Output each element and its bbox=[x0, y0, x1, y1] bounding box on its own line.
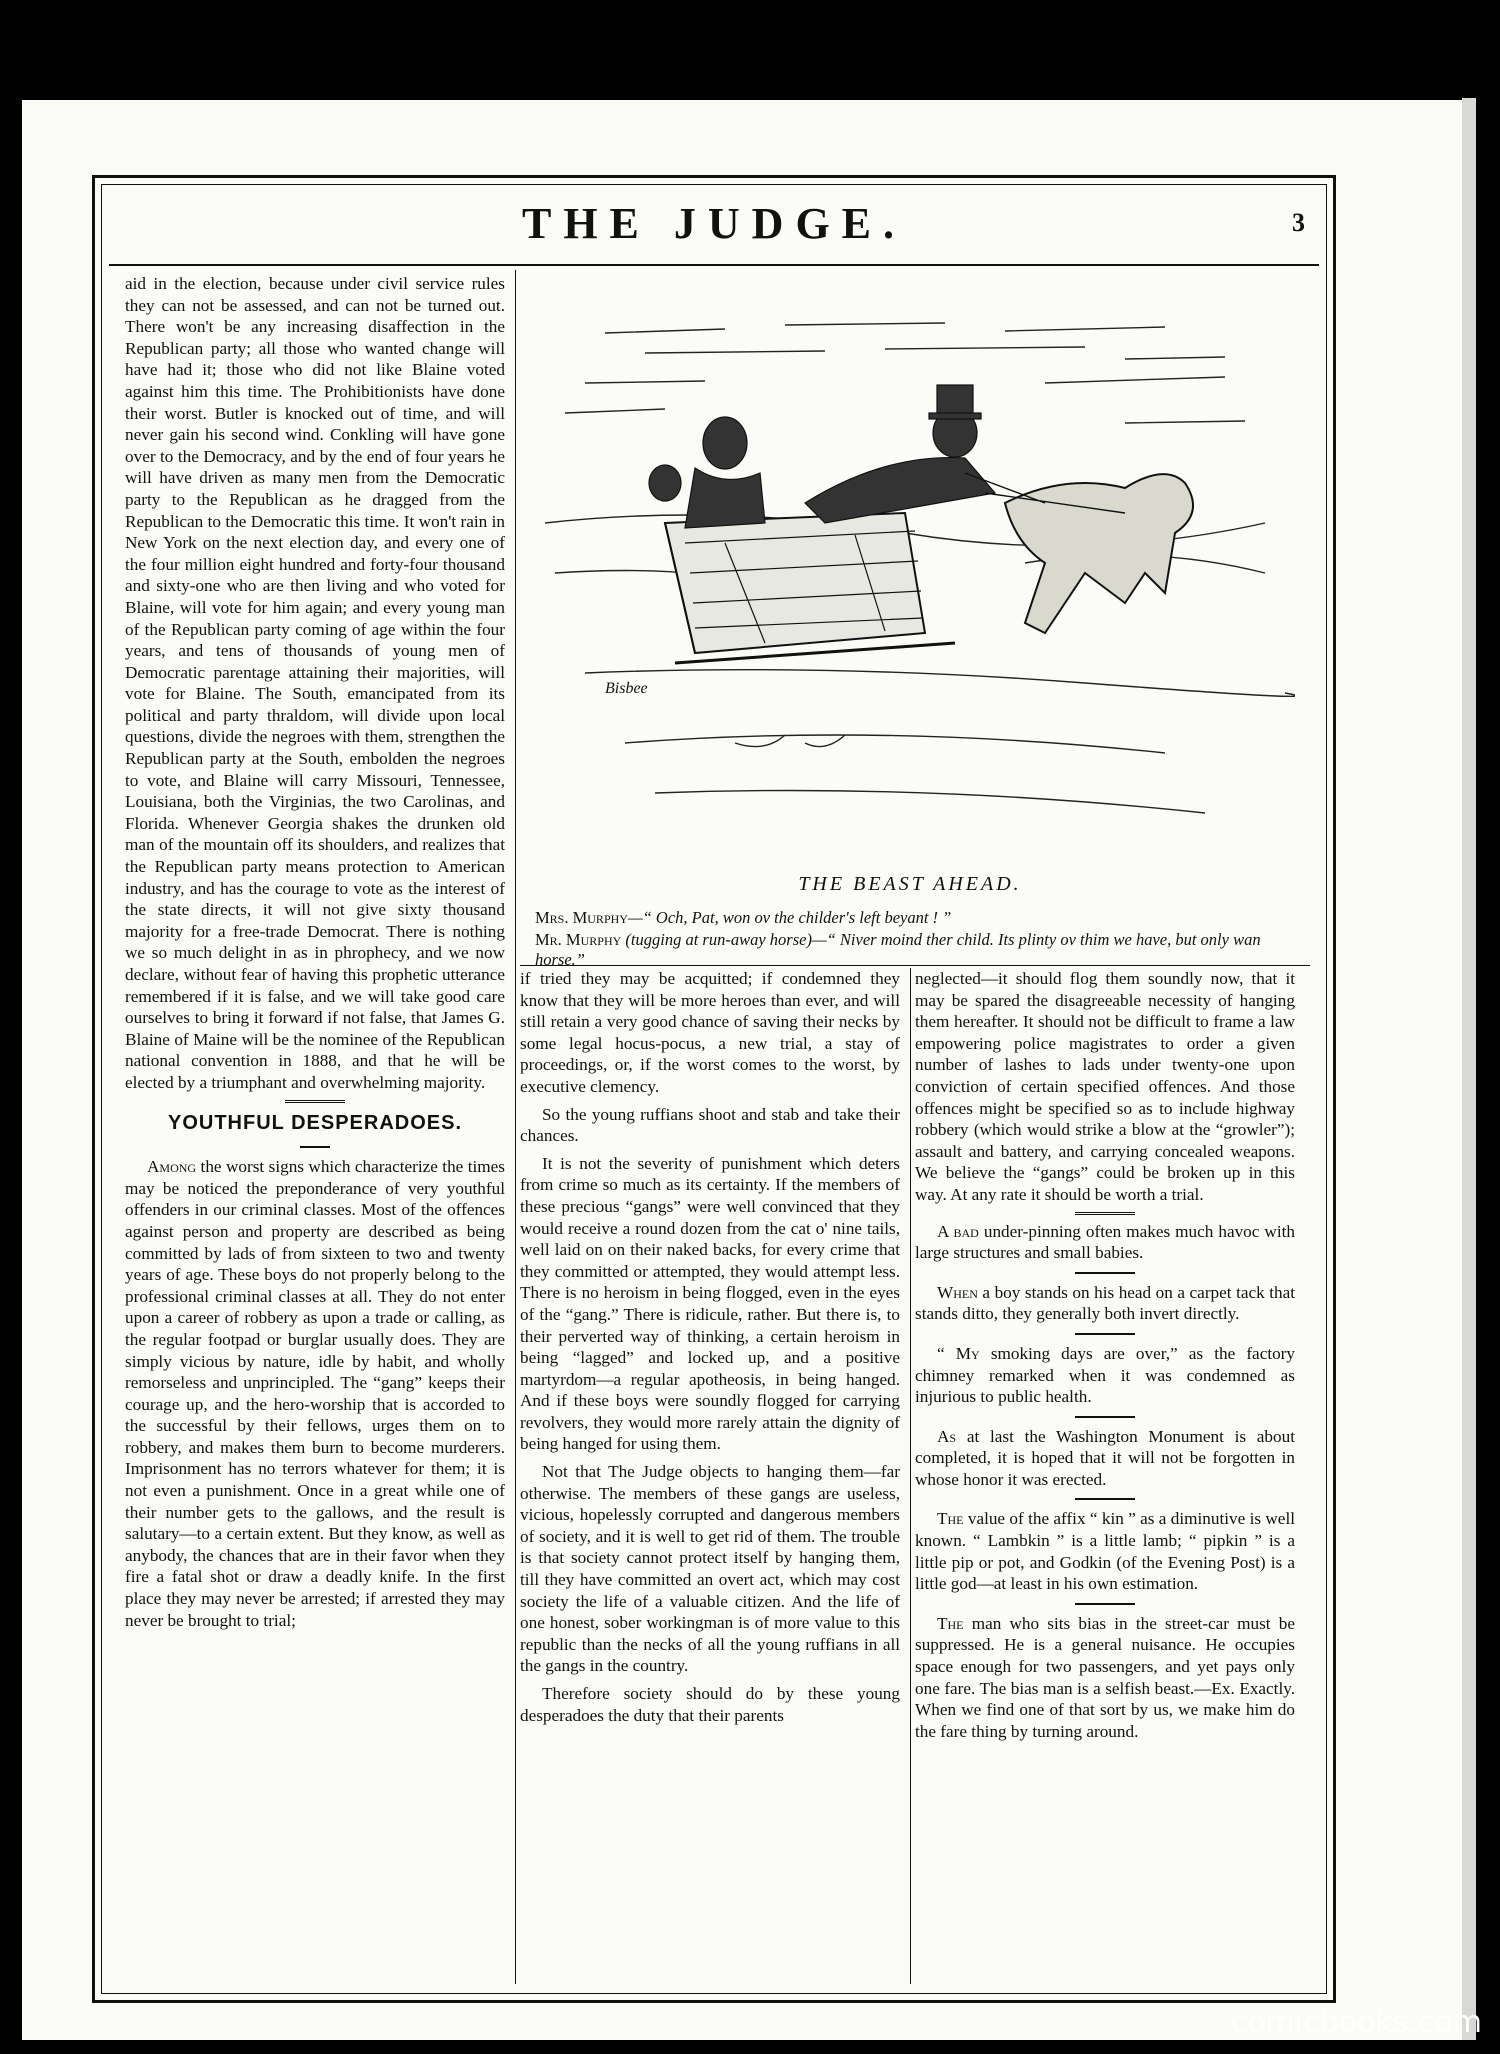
caption-line-1 bbox=[535, 908, 1295, 928]
caption-line-2 bbox=[535, 930, 1295, 970]
cartoon-title: THE BEAST AHEAD. bbox=[798, 873, 1022, 895]
squib-divider bbox=[1075, 1416, 1135, 1418]
squib: The man who sits bias in the street-car must be suppressed. He is a general nuisance. He occupies space enough for two passengers, and yet pays only one fare. The bias man is a selfish beast.—Ex. Exactly. When we find one of that sort by us, we make him do the fare thing by turning around. bbox=[915, 1613, 1295, 1741]
column-divider-1 bbox=[515, 270, 516, 1984]
squib-divider bbox=[1075, 1272, 1135, 1274]
masthead-rule bbox=[109, 264, 1319, 266]
column-2-paragraph: So the young ruffians shoot and stab and take their chances. bbox=[520, 1104, 900, 1146]
squib: When a boy stands on his head on a carpet tack that stands ditto, they generally both invert directly. bbox=[915, 1282, 1295, 1324]
squib-divider bbox=[1075, 1333, 1135, 1335]
caption-speaker-1: Mrs. Murphy bbox=[535, 908, 628, 927]
heading-divider bbox=[300, 1146, 330, 1148]
page-number: 3 bbox=[1292, 208, 1305, 237]
article-opening-paragraph bbox=[125, 1156, 505, 1631]
section-divider bbox=[285, 1100, 345, 1103]
squib-divider bbox=[1075, 1498, 1135, 1500]
article-opening-text: the worst signs which characterize the times may be noticed the preponderance of very youthful offenders in our criminal classes. Most of the offences against person and property are described as being committed by lads of from sixteen to two and twenty years of age. These boys do not properly belong to the professional criminal classes at all. They do not enter upon a career of robbery as upon a trade or calling, as the regular footpad or burglar usually does. They are simply vicious by nature, idle by habit, and wholly remorseless and unprincipled. The “gang” keeps their courage up, and the hero-worship that is accorded to the successful by their fellows, urges them on to robbery, and makes them burn to become murderers. Imprisonment has no terrors whatever for them; it is not even a punishment. Once in a great while one of their number gets to the gallows, and the result is salutary—to a certain extent. But they know, as well as anybody, the chances that are in their favor when they fire a fatal shot or draw a deadly knife. In the first place they may never be arrested; if arrested they may never be brought to trial; bbox=[125, 1157, 505, 1630]
column-3 bbox=[915, 968, 1295, 1748]
column-3-paragraph: neglected—it should flog them soundly now, that it may be spared the disagreeable necessity of hanging them hereafter. It should not be difficult to frame a law empowering police magistrates to order a given number of lashes to lads under twenty-one upon conviction of certain specified offences. And those offences might be specified so as to include highway robbery (which would strike a blow at the “growler”); assault and battery, and carrying concealed weapons. We believe the “gangs” could be broken up in this way. At any rate it should be worth a trial. bbox=[915, 969, 1295, 1204]
squib: “ My smoking days are over,” as the factory chimney remarked when it was condemned as injurious to public health. bbox=[915, 1343, 1296, 1407]
column-2-paragraph: Therefore society should do by these young desperadoes the duty that their parents bbox=[520, 1684, 900, 1725]
cartoon-illustration bbox=[525, 273, 1295, 853]
caption-text-2: (tugging at run-away horse)—“ Niver moind ther child. Its plinty ov thim we have, but only wan horse.” bbox=[535, 930, 1261, 969]
column-2-paragraph: It is not the severity of punishment which deters from crime so much as its certainty. If the members of these precious “gangs” were well convinced that they would receive a round dozen from the cat o' nine tails, well laid on on their naked backs, for every crime that they committed or attempted, they would attempt less. There is no heroism in being flogged, even in the eyes of the “gang.” There is ridicule, rather. But there is, to their perverted way of thinking, a certain heroism in being “lagged” and locked up, and a positive martyrdom—a regular apotheosis, in being hanged. And if these boys were soundly flogged for carrying revolvers, they would more rarely attain the dignity of being hanged for using them. bbox=[520, 1153, 900, 1454]
column-divider-2 bbox=[910, 968, 911, 1984]
squib: The value of the affix “ kin ” as a diminutive is well known. “ Lambkin ” is a little lamb; “ pipkin ” is a little pip or pot, and Godkin (of the Evening Post) is a little god—at least in his own estimation. bbox=[915, 1509, 1295, 1594]
cartoon-signature: Bisbee bbox=[605, 680, 648, 697]
squib: A bad under-pinning often makes much havoc with large structures and small babies. bbox=[915, 1221, 1295, 1263]
column-1-paragraph: aid in the election, because under civil service rules they can not be assessed, and can not be turned out. There won't be any increasing disaffection in the Republican party; all those who wanted change will have had it; those who did not like Blaine voted against him this time. The Prohibitionists have done their worst. Butler is knocked out of time, and will never gain his second wind. Conkling will have gone over to the Democracy, and by the end of four years he will have driven as many men from the Democratic party to the Republican as he dragged from the Republican to the Democratic this time. It won't rain in New York on the next election day, and every one of the four million eight hundred and forty-four thousand and sixty-one who are then living and who voted for Blaine, will vote for him again; and every young man of the Republican party coming of age within the four years, and tens of thousands of young men of Democratic parentage attaining their majorities, will vote for Blaine. The South, emancipated from its political and party thraldom, will divide upon local questions, divide the negroes with them, strengthen the Republican party at the South, embolden the negroes to vote, and Blaine will carry Missouri, Tennessee, Louisiana, both the Virginias, the two Carolinas, and Florida. Whenever Georgia shakes the drunken old man of the mountain off its shoulders, and realizes that the Republican party means protection to American industry, and has the courage to vote as the interest of the state directs, it will not give sixty thousand majority for a free-trade Democrat. There is nothing we so much delight in as in phrophecy, and we now declare, without fear of having this prophetic utterance remembered if it is false, and we will take good care ourselves to bring it forward if not false, that James G. Blaine of Maine will be the nominee of the Republican national convention in 1888, and that he will be elected by a triumphant and overwhelming majority. bbox=[125, 274, 505, 1092]
caption-speaker-2: Mr. Murphy bbox=[535, 930, 622, 949]
column-1 bbox=[125, 273, 505, 1637]
column-2-paragraph: if tried they may be acquitted; if condemned they know that they will be more heroes than ever, and will still retain a very good chance of saving their necks by some legal hocus-pocus, a new trial, a stay of proceedings, or, if the worst comes to the worst, by executive clemency. bbox=[520, 969, 900, 1096]
squib: As at last the Washington Monument is about completed, it is hoped that it will not be forgotten in whose honor it was erected. bbox=[915, 1426, 1295, 1489]
section-divider bbox=[1075, 1212, 1135, 1215]
masthead: THE JUDGE. bbox=[521, 199, 907, 248]
page-edge bbox=[1462, 98, 1476, 2040]
caption-text-1: —“ Och, Pat, won ov the childer's left beyant ! ” bbox=[627, 908, 952, 927]
article-heading: YOUTHFUL DESPERADOES. bbox=[168, 1111, 462, 1134]
article-lead-word: Among bbox=[147, 1157, 197, 1177]
cartoon-bottom-rule bbox=[520, 965, 1310, 966]
page-frame bbox=[92, 175, 1336, 2003]
site-watermark: comicbooks.com bbox=[1230, 2005, 1482, 2040]
squib-divider bbox=[1075, 1603, 1135, 1605]
column-2 bbox=[520, 968, 900, 1732]
column-2-paragraph: Not that The Judge objects to hanging them—far otherwise. The members of these gangs are useless, vicious, hopelessly corrupted and dangerous members of society, and it is well to get rid of them. The trouble is that society cannot protect itself by hanging them, till they have committed an overt act, which may cost society the life of a valuable citizen. And the life of one honest, sober workingman is of more value to this republic than the necks of all the young ruffians in all the gangs in the country. bbox=[520, 1462, 900, 1676]
